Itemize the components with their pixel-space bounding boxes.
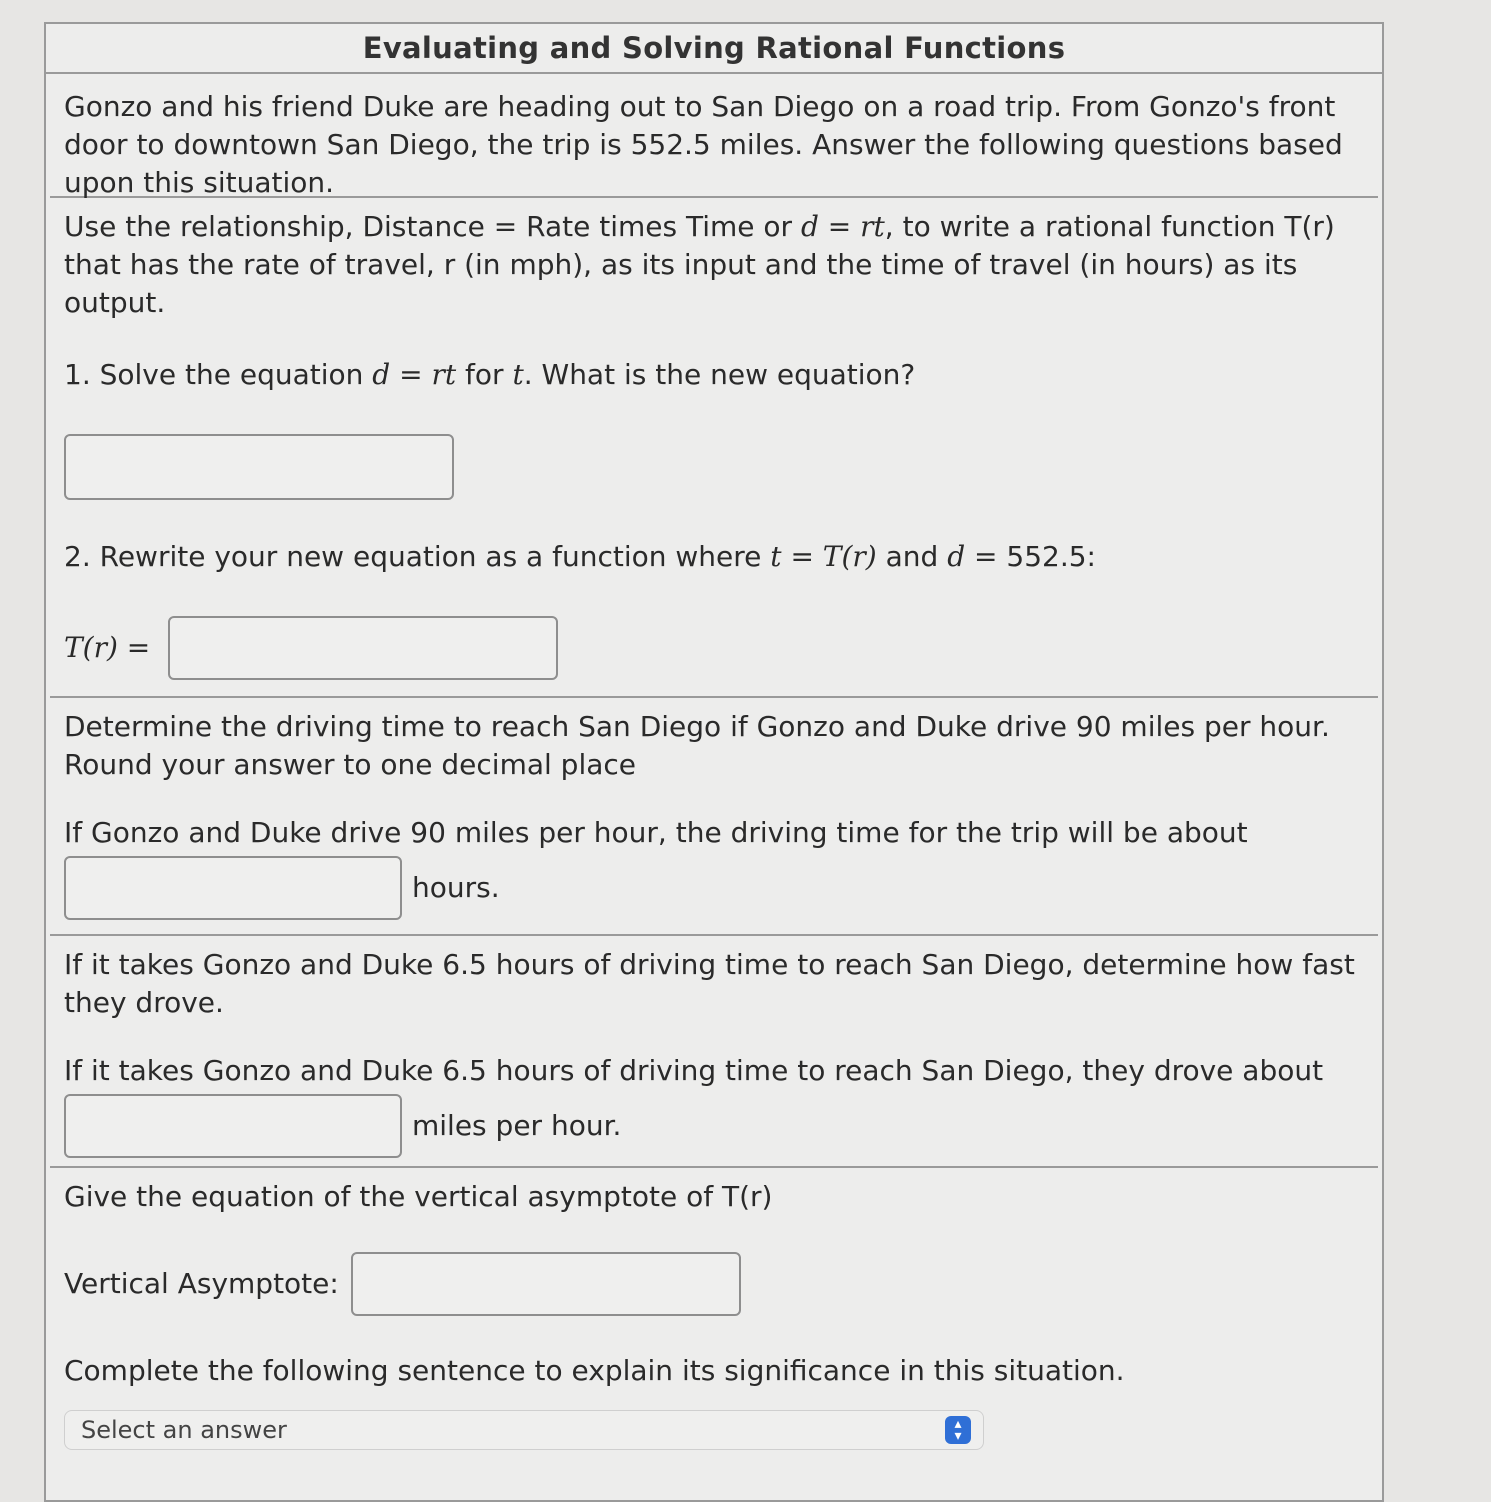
- answer-select-value: Select an answer: [81, 1416, 287, 1444]
- hours-unit-label: hours.: [412, 871, 500, 904]
- select-arrows-icon: ▴ ▾: [945, 1416, 971, 1444]
- formula-d-rt: d = rt: [800, 210, 885, 243]
- vertical-asymptote-input[interactable]: [351, 1252, 741, 1316]
- question-1-text: 1. Solve the equation d = rt for t. What is the new equation?: [64, 358, 916, 391]
- relationship-text: Use the relationship, Distance = Rate times Time or d = rt, to write a rational function T(r) that has the rate of travel, r (in mph), as its input and the time of travel (in hours) as its output.: [64, 210, 1335, 319]
- mph-unit-label: miles per hour.: [412, 1109, 622, 1142]
- asymptote-prompt: Give the equation of the vertical asymptote of T(r): [64, 1180, 773, 1213]
- rate-prompt: If it takes Gonzo and Duke 6.5 hours of driving time to reach San Diego, determine how fast they drove.: [64, 948, 1355, 1019]
- intro-section: [50, 74, 1378, 198]
- vertical-asymptote-label: Vertical Asymptote:: [64, 1267, 339, 1300]
- rate-input[interactable]: [64, 1094, 402, 1158]
- asymptote-section: [50, 1168, 1378, 1462]
- driving-time-sentence: If Gonzo and Duke drive 90 miles per hour, the driving time for the trip will be about: [64, 816, 1248, 849]
- driving-time-prompt: Determine the driving time to reach San Diego if Gonzo and Duke drive 90 miles per hour. Round your answer to one decimal place: [64, 710, 1330, 781]
- question-2-text: 2. Rewrite your new equation as a function where t = T(r) and d = 552.5:: [64, 540, 1096, 573]
- significance-prompt: Complete the following sentence to explain its significance in this situation.: [64, 1354, 1125, 1387]
- question-panel: [44, 22, 1384, 1502]
- page-title: Evaluating and Solving Rational Functions: [46, 24, 1382, 74]
- solve-for-t-input[interactable]: [64, 434, 454, 500]
- rate-sentence: If it takes Gonzo and Duke 6.5 hours of driving time to reach San Diego, they drove about: [64, 1054, 1324, 1087]
- intro-text: Gonzo and his friend Duke are heading out to San Diego on a road trip. From Gonzo's front door to downtown San Diego, the trip is 552.5 miles. Answer the following questions based upon this situation.: [64, 90, 1343, 199]
- rate-section: [50, 936, 1378, 1168]
- answer-select[interactable]: [64, 1410, 984, 1450]
- function-section: [50, 198, 1378, 698]
- driving-time-section: [50, 698, 1378, 936]
- driving-time-input[interactable]: [64, 856, 402, 920]
- function-input[interactable]: [168, 616, 558, 680]
- function-label: T(r) =: [64, 631, 151, 664]
